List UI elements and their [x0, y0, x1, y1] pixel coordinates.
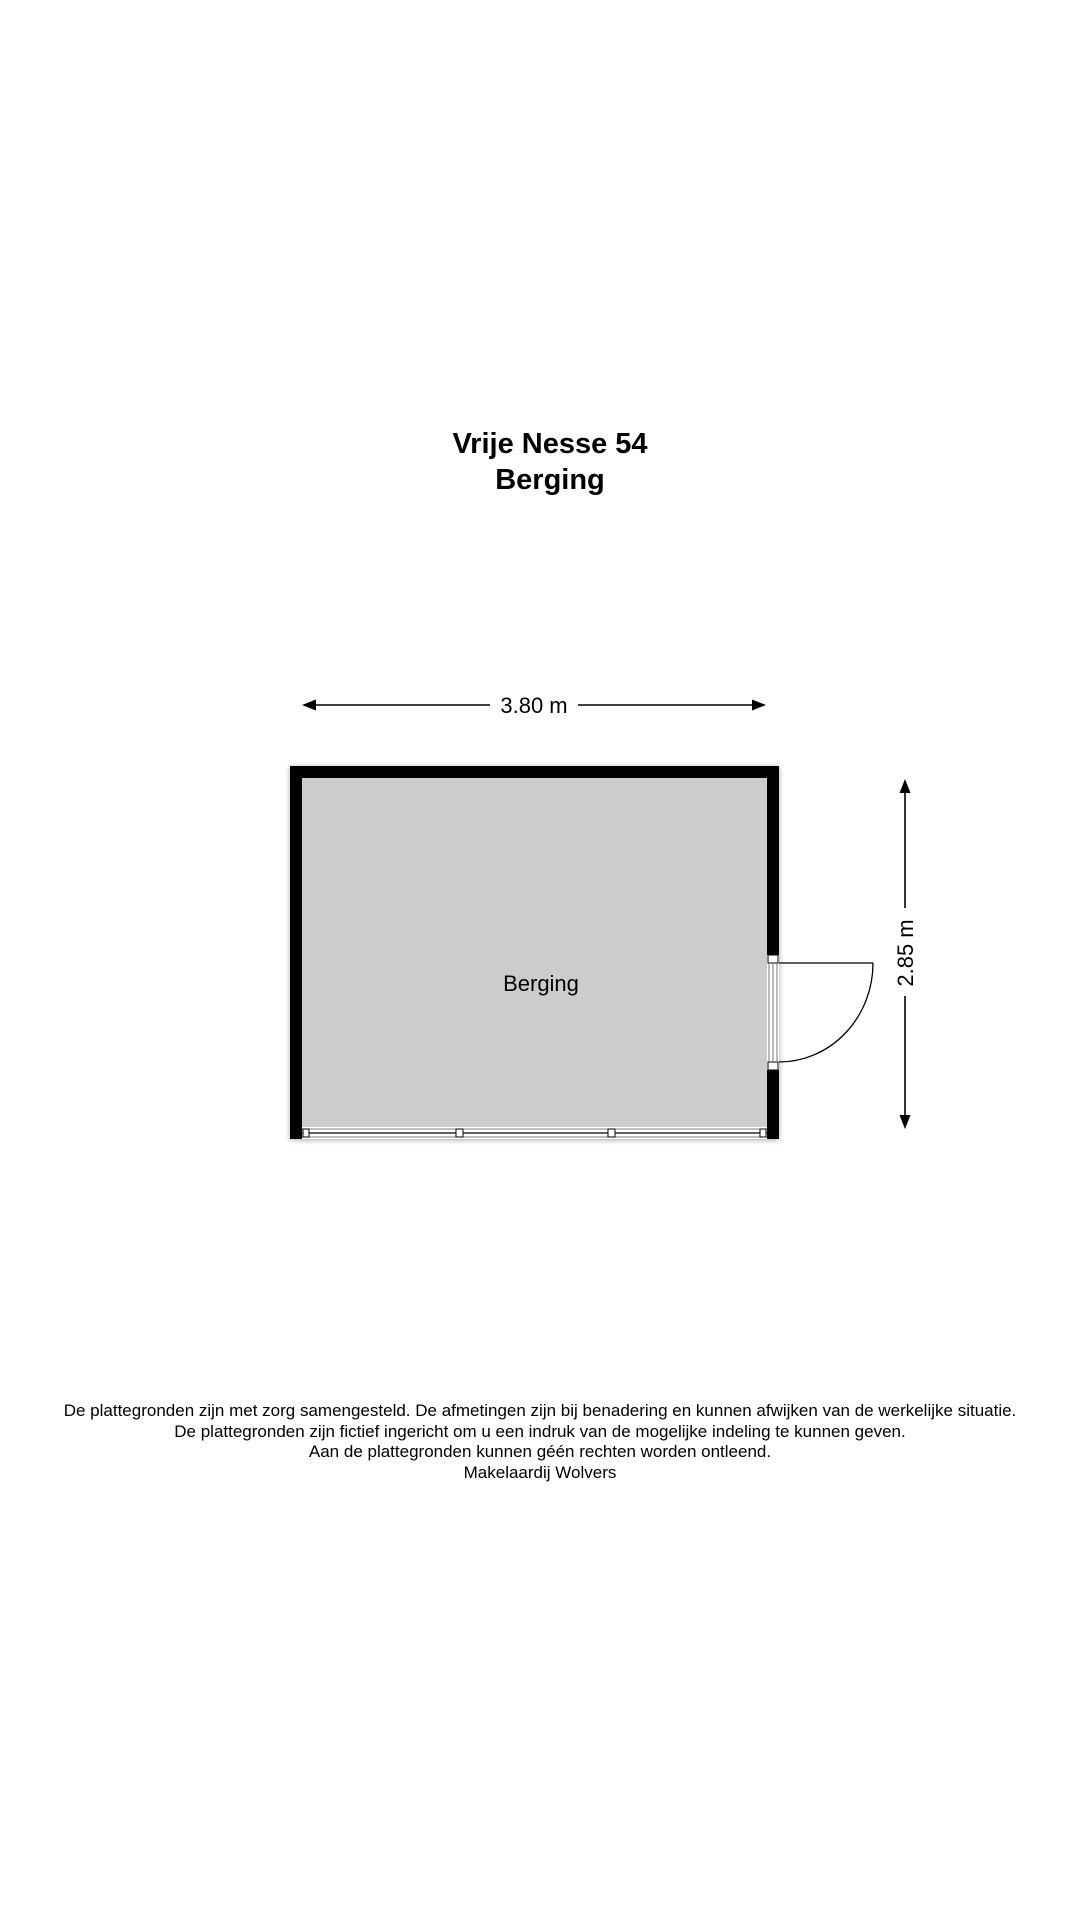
- address-title: Vrije Nesse 54: [452, 428, 648, 460]
- floor-title: Berging: [495, 464, 605, 496]
- room-label: Berging: [503, 971, 579, 996]
- width-dimension: [302, 693, 766, 718]
- window-mullion: [456, 1129, 463, 1137]
- disclaimer-line-3: Aan de plattegronden kunnen géén rechten worden ontleend.: [308, 1442, 772, 1461]
- disclaimer-line-2: De plattegronden zijn fictief ingericht om u een indruk van de mogelijke indeling te kunnen geven.: [174, 1421, 906, 1441]
- arrow-up-icon: [900, 779, 911, 793]
- agency-name: Makelaardij Wolvers: [463, 1462, 617, 1482]
- door-jamb-bottom: [768, 1062, 778, 1070]
- depth-dimension: [893, 779, 918, 1129]
- door-jamb-top: [768, 955, 778, 963]
- disclaimer-line-1: De plattegronden zijn met zorg samengesteld. De afmetingen zijn bij benadering en kunnen afwijken van de werkelijke situatie.: [63, 1401, 1017, 1420]
- depth-dimension-label: 2.85 m: [893, 919, 918, 987]
- window-mullion: [760, 1129, 766, 1137]
- room-berging: [290, 766, 779, 1139]
- arrow-right-icon: [752, 700, 766, 711]
- front-window: [302, 1127, 767, 1139]
- window-mullion: [303, 1129, 309, 1137]
- side-door: [767, 955, 873, 1070]
- arrow-down-icon: [900, 1115, 911, 1129]
- width-dimension-label: 3.80 m: [500, 693, 568, 718]
- room-floor: [302, 778, 767, 1127]
- window-mullion: [608, 1129, 615, 1137]
- disclaimer: [0, 1401, 1080, 1483]
- arrow-left-icon: [302, 700, 316, 711]
- door-swing-arc: [779, 963, 873, 1062]
